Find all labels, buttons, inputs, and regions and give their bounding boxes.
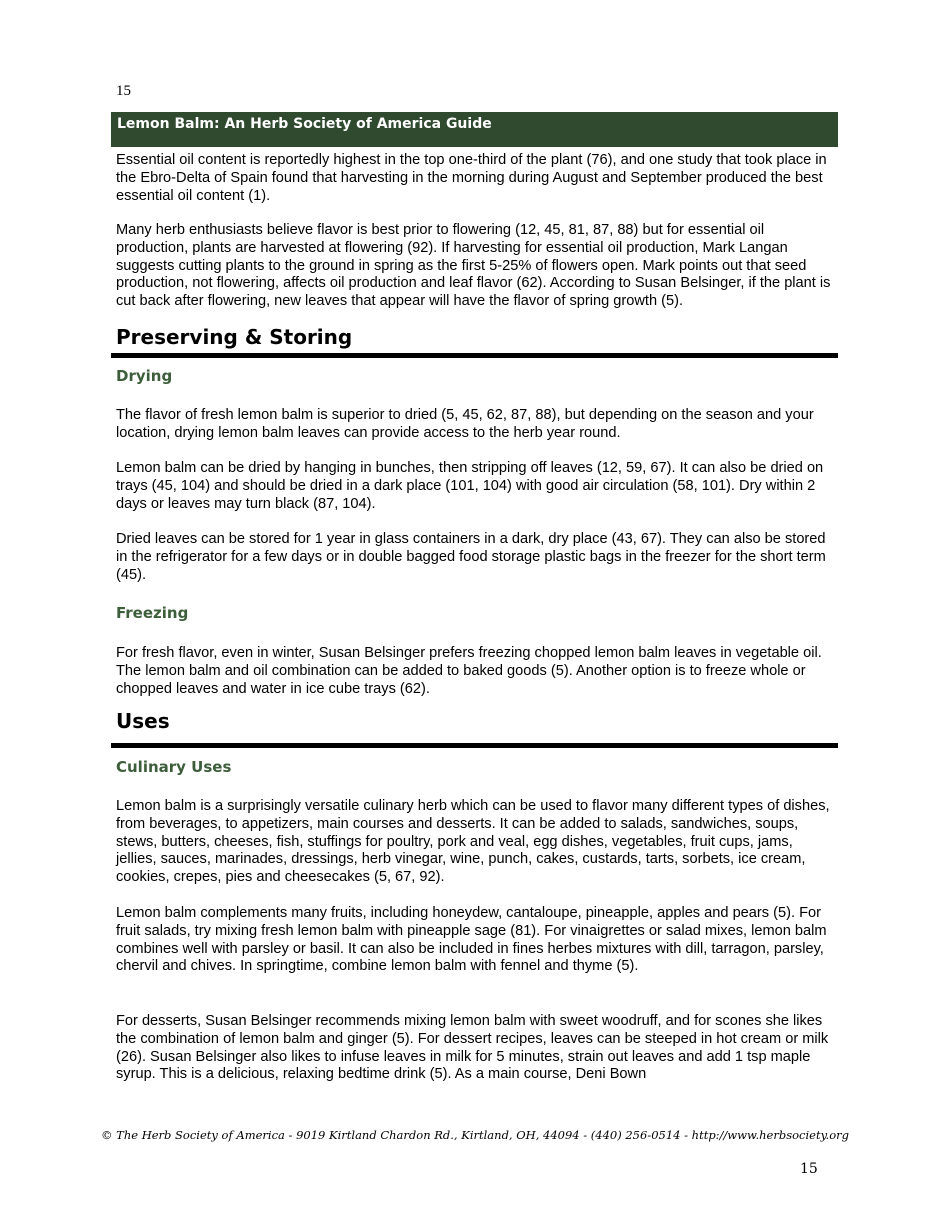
drying-paragraph-2: Lemon balm can be dried by hanging in bunches, then stripping off leaves (12, 59, 67). It can also be dried on trays (45, 104) and should be dried in a dark place (101, 104) with good air circulation (58, 101). Dry within 2 days or leaves may turn black (87, 104). <box>116 460 824 512</box>
page-number-bottom: 15 <box>800 1161 818 1177</box>
section-rule-preserving <box>111 353 838 358</box>
footer-contact-line: © The Herb Society of America - 9019 Kirtland Chardon Rd., Kirtland, OH, 44094 - (440) 256-0514 - http://www.herbsociety.org <box>101 1128 849 1142</box>
section-rule-uses <box>111 743 838 748</box>
subheading-freezing: Freezing <box>116 604 189 622</box>
culinary-paragraph-1: Lemon balm is a surprisingly versatile culinary herb which can be used to flavor many different types of dishes, from beverages, to appetizers, main courses and desserts. It can be added to salads, sandwiches, soups, stews, butters, cheeses, fish, stuffings for poultry, pork and veal, egg dishes, vegetables, fruit cups, jams, jellies, sauces, marinades, dressings, herb vinegar, wine, punch, cakes, custards, tarts, sorbets, ice cream, cookies, crepes, pies and cheesecakes (5, 67, 92). <box>116 798 830 886</box>
culinary-paragraph-2: Lemon balm complements many fruits, including honeydew, cantaloupe, pineapple, apples and pears (5). For fruit salads, try mixing fresh lemon balm with pineapple sage (81). For vinaigrettes or salad mixes, lemon balm combines well with parsley or basil. It can also be included in fines herbes mixtures with dill, tarragon, parsley, chervil and chives. In springtime, combine lemon balm with fennel and thyme (5). <box>116 905 827 975</box>
drying-paragraph-3: Dried leaves can be stored for 1 year in glass containers in a dark, dry place (43, 67). They can also be stored in the refrigerator for a few days or in double bagged food storage plastic bags in the freezer for the short term (45). <box>116 531 826 583</box>
subheading-culinary-uses: Culinary Uses <box>116 758 232 776</box>
page-number-top: 15 <box>116 83 131 99</box>
drying-paragraph-1: The flavor of fresh lemon balm is superior to dried (5, 45, 62, 87, 88), but depending on the season and your location, drying lemon balm leaves can provide access to the herb year round. <box>116 407 814 441</box>
section-heading-preserving: Preserving & Storing <box>116 325 353 349</box>
intro-paragraph-2: Many herb enthusiasts believe flavor is best prior to flowering (12, 45, 81, 87, 88) but for essential oil production, plants are harvested at flowering (92). If harvesting for essential oil production, Mark Langan suggests cutting plants to the ground in spring as the first 5-25% of flowers open. Mark points out that seed production, not flowering, affects oil production and leaf flavor (62). According to Susan Belsinger, if the plant is cut back after flowering, new leaves that appear will have the flavor of spring growth (5). <box>116 222 831 310</box>
culinary-paragraph-3: For desserts, Susan Belsinger recommends mixing lemon balm with sweet woodruff, and for scones she likes the combination of lemon balm and ginger (5). For dessert recipes, leaves can be steeped in hot cream or milk (26). Susan Belsinger also likes to infuse leaves in milk for 5 minutes, strain out leaves and add 1 tsp maple syrup. This is a delicious, relaxing bedtime drink (5). As a main course, Deni Bown <box>116 1013 829 1083</box>
intro-paragraph-1: Essential oil content is reportedly highest in the top one-third of the plant (76), and one study that took place in the Ebro-Delta of Spain found that harvesting in the morning during August and September produced the best essential oil content (1). <box>116 152 827 204</box>
freezing-paragraph-1: For fresh flavor, even in winter, Susan Belsinger prefers freezing chopped lemon balm leaves in vegetable oil. The lemon balm and oil combination can be added to baked goods (5). Another option is to freeze whole or chopped leaves and water in ice cube trays (62). <box>116 645 822 697</box>
subheading-drying: Drying <box>116 367 173 385</box>
guide-title-banner: Lemon Balm: An Herb Society of America Guide <box>111 112 838 147</box>
section-heading-uses: Uses <box>116 709 170 733</box>
